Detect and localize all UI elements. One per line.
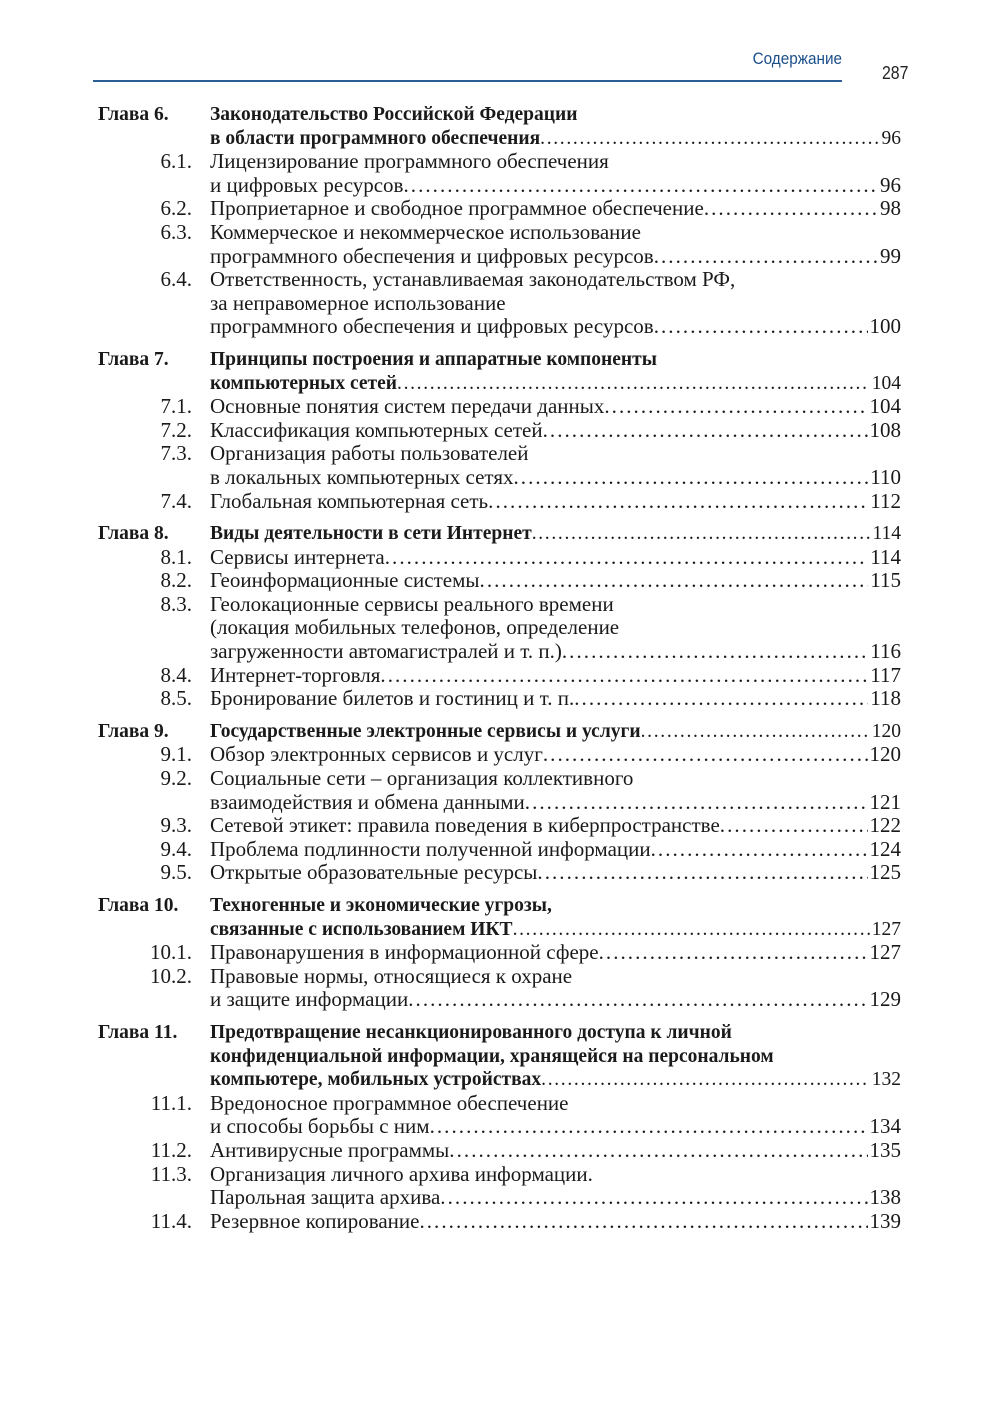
section-entry-line[interactable]	[0, 814, 1000, 838]
chapter-label: Глава 6.	[98, 104, 169, 125]
entry-title-text: взаимодействия и обмена данными	[210, 790, 525, 814]
toc-chapter	[0, 720, 1000, 885]
section-entry-line[interactable]	[0, 791, 1000, 815]
entry-title-text: Парольная защита архива	[210, 1186, 441, 1210]
dot-leader	[440, 1186, 867, 1210]
dot-leader	[385, 546, 869, 570]
entry-title-text: Геоинформационные системы	[210, 569, 480, 593]
section-entry-line[interactable]	[0, 1186, 1000, 1210]
entry-title-with-leader	[210, 640, 901, 664]
entry-title-with-leader	[210, 1068, 901, 1092]
section-entry-line[interactable]	[0, 197, 1000, 221]
page-reference[interactable]: 100	[869, 315, 901, 339]
entry-title-with-leader	[210, 522, 901, 546]
section-entry-line[interactable]	[0, 687, 1000, 711]
dot-leader	[604, 395, 867, 419]
entry-title-with-leader	[210, 372, 901, 396]
entry-title-text: Сетевой этикет: правила поведения в киберпространстве	[210, 814, 720, 838]
section-entry-line[interactable]	[0, 1139, 1000, 1163]
section-number: 11.2.	[150, 1137, 192, 1162]
section-entry-line[interactable]	[0, 743, 1000, 767]
page-reference[interactable]: 112	[870, 489, 901, 513]
chapter-label: Глава 10.	[98, 895, 179, 916]
dot-leader	[599, 941, 868, 965]
section-number: 9.2.	[160, 766, 192, 791]
page-reference[interactable]: 104	[869, 395, 901, 419]
entry-title-text: Социальные сети – организация коллективного	[210, 767, 634, 791]
section-number: 11.1.	[150, 1090, 192, 1115]
page-reference[interactable]: 135	[869, 1138, 901, 1162]
page-reference[interactable]: 139	[869, 1209, 901, 1233]
entry-title-text: Коммерческое и некоммерческое использование	[210, 220, 641, 244]
entry-title-text: в локальных компьютерных сетях	[210, 465, 514, 489]
entry-title-text: Геолокационные сервисы реального времени	[210, 592, 614, 616]
dot-leader	[562, 640, 868, 664]
toc-chapter	[0, 348, 1000, 513]
entry-title-with-leader	[210, 1210, 901, 1234]
section-number: 7.2.	[160, 417, 192, 442]
toc-chapter	[0, 522, 1000, 711]
entry-title-text: программного обеспечения и цифровых ресурсов	[210, 244, 654, 268]
entry-title-text: (локация мобильных телефонов, определение	[210, 616, 620, 640]
entry-title-text: Основные понятия систем передачи данных	[210, 395, 605, 419]
section-number: 6.2.	[160, 196, 192, 221]
chapter-entry-line[interactable]	[0, 127, 1000, 151]
page-reference[interactable]: 110	[870, 465, 901, 489]
section-number: 8.2.	[160, 568, 192, 593]
section-number: 6.3.	[160, 219, 192, 244]
entry-title-text: Бронирование билетов и гостиниц и т. п.	[210, 687, 575, 711]
entry-title-text: Резервное копирование	[210, 1209, 420, 1233]
section-number: 8.4.	[160, 662, 192, 687]
chapter-label: Глава 9.	[98, 720, 169, 742]
entry-title-text: Техногенные и экономические угрозы,	[210, 895, 552, 916]
dot-leader	[430, 1115, 868, 1139]
dot-leader	[488, 490, 868, 514]
entry-title-text: Открытые образовательные ресурсы	[210, 861, 538, 885]
dot-leader	[449, 1139, 867, 1163]
section-entry-line[interactable]	[0, 1092, 1000, 1116]
section-entry-line[interactable]	[0, 490, 1000, 514]
chapter-label: Глава 7.	[98, 348, 169, 370]
entry-title-with-leader	[210, 941, 901, 965]
entry-title-with-leader	[210, 988, 901, 1012]
entry-title-text: за неправомерное использование	[210, 291, 506, 315]
section-entry-line[interactable]	[0, 395, 1000, 419]
dot-leader	[654, 315, 868, 339]
section-number: 9.5.	[160, 860, 192, 885]
page-reference[interactable]: 121	[869, 790, 901, 814]
section-entry-line[interactable]	[0, 315, 1000, 339]
chapter-entry-line[interactable]	[0, 1068, 1000, 1092]
entry-title-with-leader	[210, 127, 901, 151]
entry-title-text: Предотвращение несанкционированного доступа к личной	[210, 1021, 732, 1043]
dot-leader	[654, 245, 878, 269]
chapter-entry-line[interactable]	[0, 348, 1000, 372]
entry-title-with-leader	[210, 664, 901, 688]
section-entry-line[interactable]	[0, 988, 1000, 1012]
entry-title-text: связанные с использованием ИКТ	[210, 918, 513, 940]
entry-title-with-leader	[210, 245, 901, 269]
entry-title-text: Проприетарное и свободное программное обеспечение	[210, 197, 704, 221]
entry-title-text: и цифровых ресурсов	[210, 173, 404, 197]
entry-title-with-leader	[210, 569, 901, 593]
dot-leader	[480, 569, 869, 593]
dot-leader	[651, 838, 868, 862]
section-entry-line[interactable]	[0, 838, 1000, 862]
entry-title-with-leader	[210, 1186, 901, 1210]
chapter-entry-line[interactable]	[0, 918, 1000, 942]
entry-title-text: компьютере, мобильных устройствах	[210, 1069, 542, 1091]
page-reference[interactable]: 120	[871, 720, 901, 742]
section-entry-line[interactable]	[0, 569, 1000, 593]
entry-title-text: в области программного обеспечения	[210, 127, 541, 149]
section-number: 10.1.	[150, 940, 192, 965]
chapter-entry-line[interactable]	[0, 720, 1000, 744]
page-reference[interactable]: 122	[869, 814, 901, 838]
entry-title-text: Глобальная компьютерная сеть	[210, 489, 489, 513]
section-entry-line[interactable]	[0, 245, 1000, 269]
dot-leader	[419, 1210, 867, 1234]
section-entry-line[interactable]	[0, 150, 1000, 174]
entry-title-text: Вредоносное программное обеспечение	[210, 1091, 569, 1115]
entry-title-with-leader	[210, 1115, 901, 1139]
dot-leader	[532, 522, 871, 546]
entry-title-text: Лицензирование программного обеспечения	[210, 150, 609, 174]
entry-title-text: Ответственность, устанавливаемая законодательством РФ,	[210, 268, 736, 292]
page-reference[interactable]: 115	[870, 569, 901, 593]
section-entry-line[interactable]	[0, 593, 1000, 617]
entry-title-text: Сервисы интернета	[210, 545, 385, 569]
entry-title-text: Законодательство Российской Федерации	[210, 104, 578, 125]
section-number: 9.4.	[160, 836, 192, 861]
section-number: 8.1.	[160, 544, 192, 569]
entry-title-with-leader	[210, 861, 901, 885]
entry-title-with-leader	[210, 720, 901, 744]
page-reference[interactable]: 99	[880, 244, 901, 268]
entry-title-with-leader	[210, 546, 901, 570]
dot-leader	[720, 814, 868, 838]
section-entry-line[interactable]	[0, 1210, 1000, 1234]
section-number: 8.3.	[160, 591, 192, 616]
entry-title-text: загруженности автомагистралей и т. п.)	[210, 640, 562, 664]
header-divider	[93, 80, 842, 82]
table-of-contents	[0, 103, 1000, 1242]
entry-title-with-leader	[210, 315, 901, 339]
entry-title-text: и способы борьбы с ним	[210, 1115, 430, 1139]
dot-leader	[704, 197, 878, 221]
chapter-label: Глава 8.	[98, 523, 169, 545]
section-number: 7.1.	[160, 394, 192, 419]
chapter-entry-line[interactable]	[0, 1021, 1000, 1045]
chapter-label: Глава 11.	[98, 1021, 178, 1043]
page-reference[interactable]: 118	[870, 687, 901, 711]
section-entry-line[interactable]	[0, 268, 1000, 292]
page-reference[interactable]: 138	[869, 1186, 901, 1210]
page-reference[interactable]: 134	[869, 1115, 901, 1139]
entry-title-text: Правонарушения в информационной сфере	[210, 941, 599, 965]
entry-title-with-leader	[210, 490, 901, 514]
section-entry-line[interactable]	[0, 767, 1000, 791]
section-number: 10.2.	[150, 963, 192, 988]
dot-leader	[397, 372, 870, 396]
toc-chapter	[0, 1021, 1000, 1233]
page-reference[interactable]: 120	[869, 743, 901, 767]
entry-title-with-leader	[210, 687, 901, 711]
section-entry-line[interactable]	[0, 221, 1000, 245]
entry-title-with-leader	[210, 395, 901, 419]
section-entry-line[interactable]	[0, 941, 1000, 965]
dot-leader	[514, 466, 869, 490]
entry-title-with-leader	[210, 814, 901, 838]
entry-title-text: программного обеспечения и цифровых ресурсов	[210, 315, 654, 339]
entry-title-text: Организация работы пользователей	[210, 442, 529, 466]
dot-leader	[513, 918, 870, 942]
section-entry-line[interactable]	[0, 861, 1000, 885]
entry-title-with-leader	[210, 791, 901, 815]
entry-title-text: Организация личного архива информации.	[210, 1162, 593, 1186]
dot-leader	[641, 720, 870, 744]
chapter-entry-line[interactable]	[0, 894, 1000, 918]
entry-title-text: Принципы построения и аппаратные компоненты	[210, 348, 657, 370]
section-number: 11.3.	[150, 1161, 192, 1186]
section-entry-line[interactable]	[0, 442, 1000, 466]
chapter-entry-line[interactable]	[0, 103, 1000, 127]
chapter-entry-line[interactable]	[0, 522, 1000, 546]
entry-title-with-leader	[210, 1139, 901, 1163]
dot-leader	[543, 419, 868, 443]
entry-title-text: компьютерных сетей	[210, 372, 398, 394]
entry-title-text: Обзор электронных сервисов и услуг	[210, 743, 543, 767]
page-reference[interactable]: 98	[880, 197, 901, 221]
dot-leader	[541, 1068, 870, 1092]
page-reference[interactable]: 129	[869, 988, 901, 1012]
page-reference[interactable]: 132	[871, 1069, 901, 1091]
section-number: 9.1.	[160, 742, 192, 767]
section-entry-line[interactable]	[0, 664, 1000, 688]
page-reference[interactable]: 117	[870, 663, 901, 687]
entry-title-with-leader	[210, 838, 901, 862]
section-entry-line[interactable]	[0, 1115, 1000, 1139]
entry-title-text: и защите информации	[210, 988, 409, 1012]
entry-title-text: Проблема подлинности полученной информации	[210, 837, 651, 861]
entry-title-text: Классификация компьютерных сетей	[210, 418, 543, 442]
entry-title-text: Государственные электронные сервисы и услуги	[210, 720, 641, 742]
section-entry-line[interactable]	[0, 419, 1000, 443]
section-entry-line[interactable]	[0, 292, 1000, 316]
page-reference[interactable]: 108	[869, 418, 901, 442]
section-entry-line[interactable]	[0, 174, 1000, 198]
section-entry-line[interactable]	[0, 640, 1000, 664]
page-reference[interactable]: 114	[872, 523, 901, 545]
section-entry-line[interactable]	[0, 1163, 1000, 1187]
page-reference[interactable]: 127	[871, 918, 901, 940]
page-number: 287	[882, 63, 909, 83]
page-reference[interactable]: 96	[881, 127, 901, 149]
section-entry-line[interactable]	[0, 965, 1000, 989]
dot-leader	[408, 988, 867, 1012]
entry-title-text: конфиденциальной информации, хранящейся на персональном	[210, 1045, 774, 1067]
entry-title-with-leader	[210, 743, 901, 767]
page-reference[interactable]: 114	[870, 545, 901, 569]
toc-chapter	[0, 894, 1000, 1012]
section-entry-line[interactable]	[0, 466, 1000, 490]
entry-title-with-leader	[210, 419, 901, 443]
page-reference[interactable]: 96	[880, 173, 901, 197]
entry-title-text: Виды деятельности в сети Интернет	[210, 523, 532, 545]
page-reference[interactable]: 124	[869, 837, 901, 861]
dot-leader	[380, 664, 868, 688]
section-number: 8.5.	[160, 686, 192, 711]
section-entry-line[interactable]	[0, 546, 1000, 570]
section-entry-line[interactable]	[0, 616, 1000, 640]
section-number: 7.4.	[160, 488, 192, 513]
dot-leader	[403, 174, 878, 198]
page-reference[interactable]: 104	[871, 372, 901, 394]
entry-title-text: Антивирусные программы	[210, 1138, 450, 1162]
page-reference[interactable]: 116	[870, 640, 901, 664]
page-reference[interactable]: 125	[869, 861, 901, 885]
toc-chapter	[0, 103, 1000, 339]
entry-title-text: Интернет-торговля	[210, 663, 381, 687]
section-number: 7.3.	[160, 441, 192, 466]
section-number: 6.4.	[160, 267, 192, 292]
dot-leader	[543, 743, 868, 767]
dot-leader	[537, 861, 867, 885]
entry-title-with-leader	[210, 197, 901, 221]
header-title: Содержание	[752, 49, 842, 68]
dot-leader	[540, 127, 879, 151]
chapter-entry-line[interactable]	[0, 372, 1000, 396]
section-number: 11.4.	[150, 1208, 192, 1233]
entry-title-with-leader	[210, 466, 901, 490]
section-number: 9.3.	[160, 813, 192, 838]
dot-leader	[574, 687, 868, 711]
section-number: 6.1.	[160, 149, 192, 174]
entry-title-text: Правовые нормы, относящиеся к охране	[210, 964, 573, 988]
entry-title-with-leader	[210, 918, 901, 942]
chapter-entry-line[interactable]	[0, 1045, 1000, 1069]
dot-leader	[525, 791, 868, 815]
entry-title-with-leader	[210, 174, 901, 198]
page-reference[interactable]: 127	[869, 941, 901, 965]
